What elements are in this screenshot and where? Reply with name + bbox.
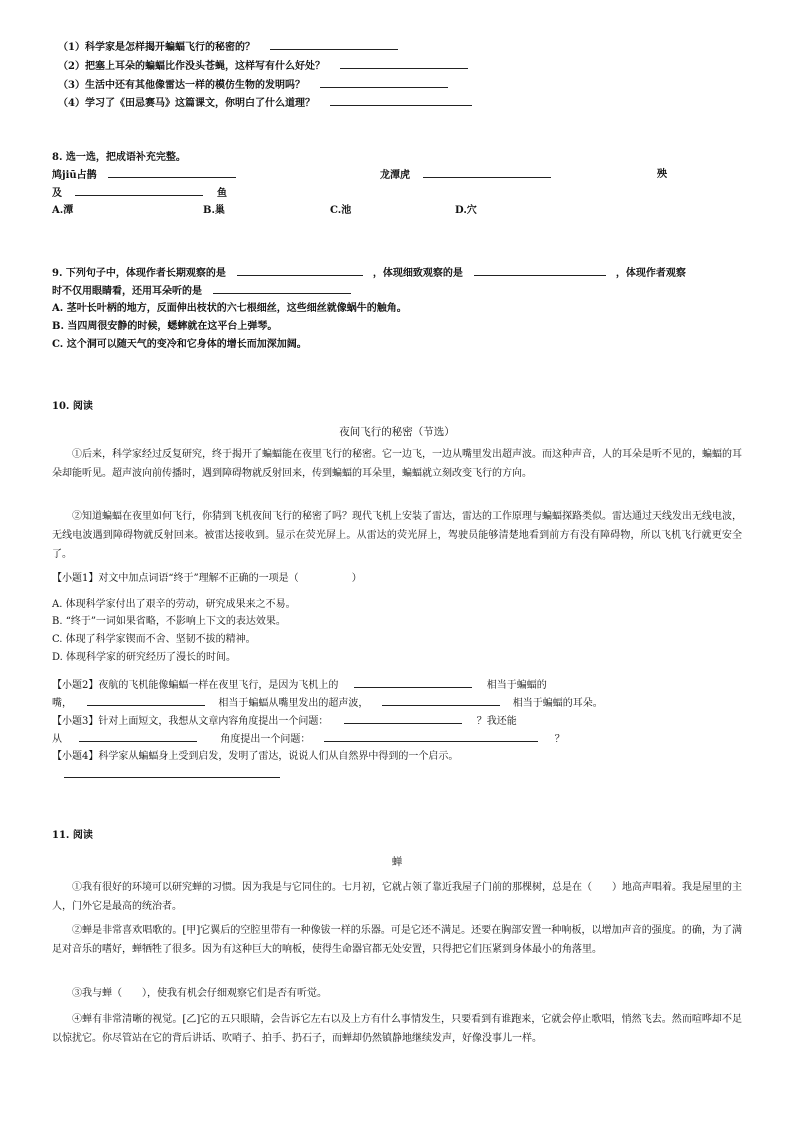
q8-title: 8. 选一选，把成语补充完整。 [52,152,186,163]
q7-part-1-text: （1）科学家是怎样揭开蝙蝠飞行的秘密的？ [58,42,255,53]
q8-option-b: B.巢 [203,205,225,216]
q7-part-2 [58,58,468,75]
q7-part-1 [58,39,398,56]
q8-option-a: A.潭 [52,205,74,216]
q10-sub2-text-e: 相当于蝙蝠的耳朵。 [512,698,603,709]
q7-part-4 [58,95,472,112]
answer-blank[interactable] [354,677,472,688]
answer-blank[interactable] [340,58,468,69]
answer-blank[interactable] [382,695,500,706]
answer-blank[interactable] [474,265,606,276]
q8-idiom-2 [380,167,551,184]
q9-stem-b: ，体现细致观察的是 [372,268,463,279]
q11-paragraph-3: ③我与蝉（ ），使我有机会仔细观察它们是否有听觉。 [72,988,327,999]
q11-heading: 11. 阅读 [52,830,93,841]
answer-blank[interactable] [108,167,236,178]
answer-blank[interactable] [423,167,551,178]
q10-article-title: 夜间飞行的秘密（节选） [339,426,455,438]
q10-sub4: 【小题4】科学家从蝙蝠身上受到启发，发明了雷达，说说人们从自然界中得到的一个启示。 [52,751,459,762]
q10-sub3-line-2 [52,731,565,748]
q10-sub3-text-e: ？ [554,734,565,745]
q9-stem-c: ，体现作者观察 [615,268,686,279]
answer-blank[interactable] [344,713,462,724]
q10-sub3-text-b: ？我还能 [476,716,517,727]
q10-sub1-option-c: C. 体现了科学家锲而不舍、坚韧不拔的精神。 [52,634,256,645]
q11-article-title: 蝉 [391,856,403,868]
q10-sub4-answer [64,767,280,784]
q8-idiom-1-text: 鸠jiū占鹊 [52,170,97,181]
q10-sub3-text-c: 从 [52,734,62,745]
answer-blank[interactable] [237,265,363,276]
q8-idiom-1 [52,167,236,184]
q9-stem-a: 9. 下列句子中，体现作者长期观察的是 [52,268,226,279]
q7-part-4-text: （4）学习了《田忌赛马》这篇课文，你明白了什么道理？ [58,98,315,109]
q10-paragraph-1: ①后来，科学家经过反复研究，终于揭开了蝙蝠能在夜里飞行的秘密。它一边飞，一边从嘴里发出超声波。而这种声音，人的耳朵是听不见的，蝙蝠的耳朵却能听见。超声波向前传播时，遇到障碍物就反射回来，传到蝙蝠的耳朵里，蝙蝠就立刻改变飞行的方向。 [52,449,742,479]
answer-blank[interactable] [330,95,472,106]
answer-blank[interactable] [324,731,538,742]
q8-option-c: C.池 [330,205,352,216]
q9-option-a: A. 茎叶长叶柄的地方，反面伸出枝状的六七根细丝，这些细丝就像蜗牛的触角。 [52,303,407,314]
q11-paragraph-2: ②蝉是非常喜欢唱歌的。[甲]它翼后的空腔里带有一种像钹一样的乐器。可是它还不满足。还要在胸部安置一种响板，以增加声音的强度。的确，为了满足对音乐的嗜好，蝉牺牲了很多。因为有这种巨大的响板，使得生命器官都无处安置，只得把它们压紧到身体最小的角落里。 [52,925,742,955]
q10-sub1-stem [52,571,362,587]
q10-sub3-text-d: 角度提出一个问题： [220,734,311,745]
q10-sub2-text-c: 嘴， [52,698,72,709]
q9-option-b: B. 当四周很安静的时候，蟋蟀就在这平台上弹琴。 [52,321,278,332]
q7-part-3 [58,77,448,94]
answer-blank[interactable] [75,185,203,196]
q10-sub2-text-d: 相当于蝙蝠从嘴里发出的超声波， [218,698,369,709]
q10-sub3-text-a: 【小题3】针对上面短文，我想从文章内容角度提出一个问题： [52,716,329,727]
answer-blank[interactable] [213,283,351,294]
answer-blank[interactable] [320,77,448,88]
q10-sub2-line-1 [52,677,547,694]
q8-idiom-2-text: 龙潭虎 [380,170,410,181]
q10-sub1-option-b: B. “终于”一词如果省略，不影响上下文的表达效果。 [52,616,286,627]
q8-idiom-3-text-b: 及 [52,188,62,199]
q8-idiom-3-text-c: 鱼 [216,188,227,199]
q7-part-3-text: （3）生活中还有其他像雷达一样的模仿生物的发明吗？ [58,80,305,91]
q9-stem-d: 时不仅用眼睛看，还用耳朵听的是 [52,286,202,297]
q10-sub1-option-a: A. 体现科学家付出了艰辛的劳动，研究成果来之不易。 [52,599,296,610]
q10-sub3-line-1 [52,713,517,730]
q10-sub2-line-2 [52,695,603,712]
answer-blank[interactable] [79,731,197,742]
answer-blank[interactable] [64,767,280,778]
q8-idiom-3 [52,185,227,202]
q8-option-d: D.穴 [455,205,477,216]
answer-blank[interactable] [270,39,398,50]
q10-sub2-text-a: 【小题2】夜航的飞机能像蝙蝠一样在夜里飞行，是因为飞机上的 [52,680,339,691]
q11-paragraph-4: ④蝉有非常清晰的视觉。[乙]它的五只眼睛，会告诉它左右以及上方有什么事情发生，只要看到有谁跑来，它就会停止歌唱，悄然飞去。然而喧哗却不足以惊扰它。你尽管站在它的背后讲话、吹哨子、拍手、扔石子，而蝉却仍然镇静地继续发声，好像没事儿一样。 [52,1014,742,1044]
q7-part-2-text: （2）把塞上耳朵的蝙蝠比作没头苍蝇，这样写有什么好处？ [58,61,325,72]
q10-sub1-close: ） [351,573,362,584]
q10-sub2-text-b: 相当于蝙蝠的 [486,680,547,691]
q9-stem-line-1 [52,265,686,282]
q9-option-c: C. 这个洞可以随天气的变冷和它身体的增长而加深加阔。 [52,339,307,350]
q10-sub1-option-d: D. 体现科学家的研究经历了漫长的时间。 [52,652,237,663]
answer-blank[interactable] [87,695,205,706]
q10-heading: 10. 阅读 [52,401,93,412]
q11-paragraph-1: ①我有很好的环境可以研究蝉的习惯。因为我是与它同住的。七月初，它就占领了靠近我屋子门前的那棵树，总是在（ ）地高声唱着。我是屋里的主人，门外它是最高的统治者。 [52,882,742,912]
q10-sub1-stem-text: 【小题1】对文中加点词语“终于”理解不正确的一项是（ [52,573,299,584]
q8-idiom-3-start: 殃 [657,169,667,180]
q10-paragraph-2: ②知道蝙蝠在夜里如何飞行，你猜到飞机夜间飞行的秘密了吗？现代飞机上安装了雷达，雷达的工作原理与蝙蝠探路类似。雷达通过天线发出无线电波，无线电波遇到障碍物就反射回来。被雷达接收到。显示在荧光屏上。从雷达的荧光屏上，驾驶员能够清楚地看到前方有没有障碍物，所以飞机飞行就更安全了。 [52,511,742,560]
q9-stem-line-2 [52,283,351,300]
